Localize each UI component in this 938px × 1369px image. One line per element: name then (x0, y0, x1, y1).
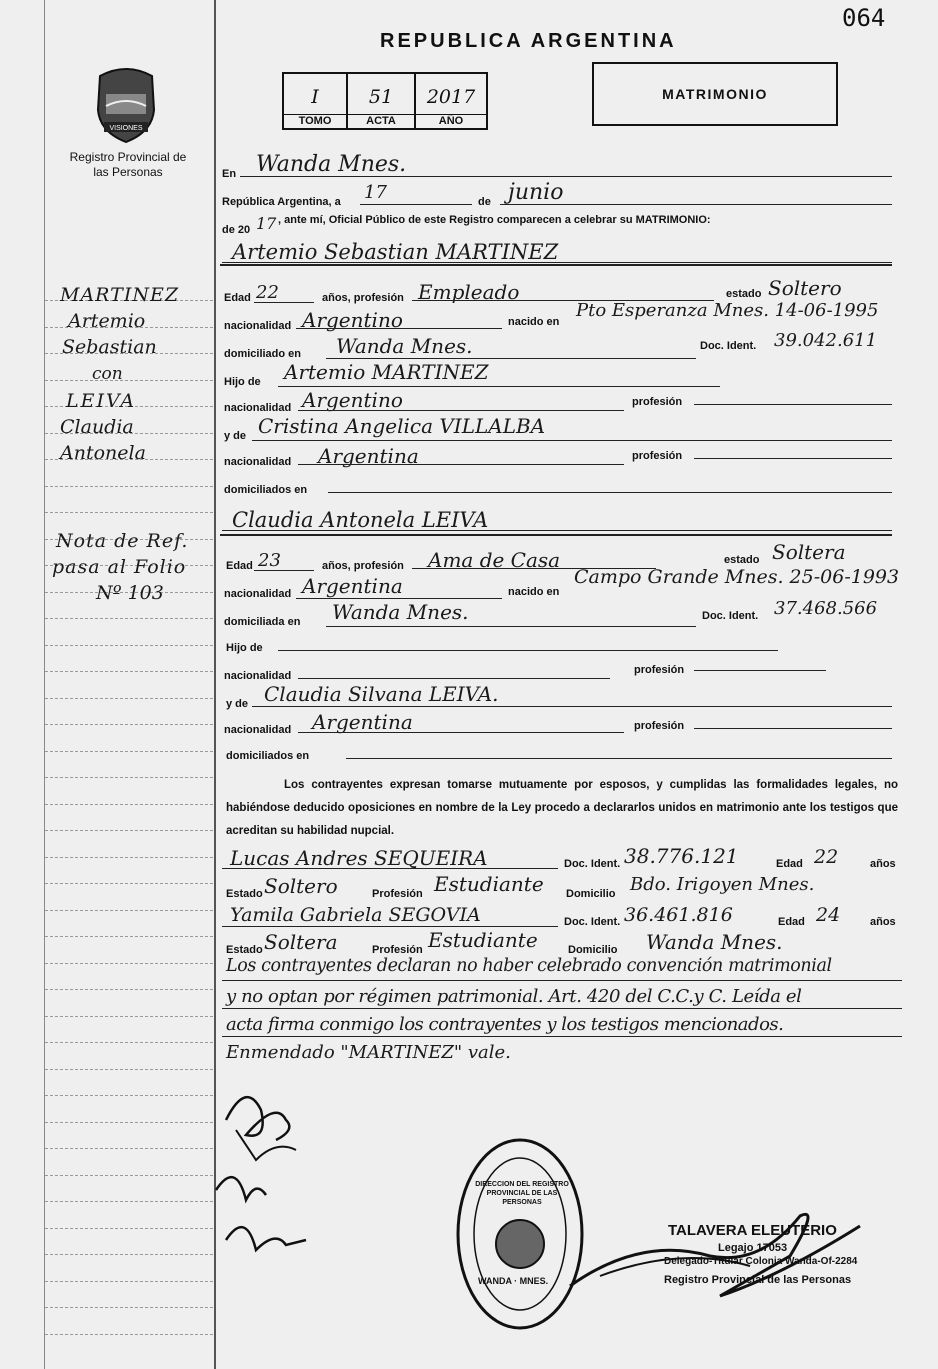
margin-groom-name1: Artemio (68, 310, 146, 332)
republic-label: República Argentina, a (222, 196, 341, 208)
anio-box (414, 72, 488, 130)
witness2-name: Yamila Gabriela SEGOVIA (230, 904, 481, 926)
groom-prof-label: años, profesión (322, 292, 404, 304)
margin-rule (45, 1281, 213, 1282)
groom-father-nac-line (298, 410, 624, 411)
bride-mother-prof-line (694, 728, 892, 729)
margin-rule (45, 883, 213, 884)
year-suffix: 17 (256, 214, 277, 233)
witness2-anos-label: años (870, 916, 896, 928)
officer-signature (560, 1196, 900, 1306)
registry-name: Registro Provincial de las Personas (69, 150, 187, 179)
margin-rule (45, 777, 213, 778)
seal-bottom: WANDA · MNES. (478, 1276, 549, 1286)
note-rule-1 (222, 980, 902, 981)
bride-edad-label: Edad (226, 560, 253, 572)
groom-estado-label: estado (726, 288, 762, 300)
margin-rule (45, 857, 213, 858)
witness1-anos-label: años (870, 858, 896, 870)
witness1-name: Lucas Andres SEQUEIRA (230, 846, 488, 870)
groom-nacido-label: nacido en (508, 316, 560, 328)
groom-doc-label: Doc. Ident. (700, 340, 757, 352)
margin-rule (45, 671, 213, 672)
bride-nac-label: nacionalidad (224, 588, 292, 600)
groom-parents-dom-line (328, 492, 892, 493)
witness2-doc: 36.461.816 (624, 904, 733, 926)
anio-label: AÑO (416, 114, 486, 128)
groom-full-name: Artemio Sebastian MARTINEZ (232, 240, 559, 264)
groom-father-nac: Argentino (302, 388, 403, 412)
note-rule-2 (222, 1008, 902, 1009)
country-title: REPUBLICA ARGENTINA (380, 30, 677, 52)
bride-nacionalidad: Argentina (302, 574, 403, 598)
folio-number: 064 (842, 4, 886, 32)
bride-mother-nac: Argentina (312, 710, 413, 734)
groom-mother: Cristina Angelica VILLALBA (258, 414, 546, 438)
note-line-4: Enmendado "MARTINEZ" vale. (226, 1042, 511, 1063)
bride-estado: Soltera (772, 540, 846, 564)
groom-mother-prof-label: profesión (632, 450, 683, 462)
margin-rule (45, 1228, 213, 1229)
tomo-label: TOMO (284, 114, 346, 128)
witness2-edad: 24 (816, 904, 841, 926)
margin-rule (45, 1201, 213, 1202)
groom-nacido: Pto Esperanza Mnes. 14-06-1995 (576, 300, 879, 321)
groom-doc: 39.042.611 (774, 330, 878, 351)
bride-doc: 37.468.566 (774, 598, 878, 619)
bride-estado-label: estado (724, 554, 760, 566)
bride-parents-dom-label: domiciliados en (226, 750, 310, 762)
groom-dom-label: domiciliado en (224, 348, 302, 360)
groom-hijo-label: Hijo de (224, 376, 261, 388)
margin-rule (45, 830, 213, 831)
tomo-value: I (311, 86, 319, 108)
margin-con: con (92, 364, 123, 384)
note-line-2: y no optan por régimen patrimonial. Art. 420 del C.C.y C. Leída el (226, 986, 802, 1007)
witness2-estado-label: Estado (226, 944, 263, 956)
witness1-estado: Soltero (264, 874, 338, 898)
act-type: MATRIMONIO (662, 86, 768, 102)
bride-mother-line (252, 706, 892, 707)
bride-mother-prof-label: profesión (634, 720, 685, 732)
bride-profesion: Ama de Casa (428, 548, 561, 572)
groom-name-line (222, 262, 892, 263)
witness2-edad-label: Edad (778, 916, 805, 928)
bride-father-prof-line (694, 670, 826, 671)
groom-yde-label: y de (224, 430, 247, 442)
margin-rule (45, 1254, 213, 1255)
margin-rule (45, 1148, 213, 1149)
margin-rule (45, 380, 213, 381)
note-line-1: Los contrayentes declaran no haber celebrado convención matrimonial (226, 956, 832, 976)
margin-rule (45, 1016, 213, 1017)
margin-rule (45, 698, 213, 699)
tomo-box (282, 72, 348, 130)
margin-rule (45, 645, 213, 646)
bride-nac-line (296, 598, 502, 599)
signatures (206, 1080, 326, 1280)
bride-father-nac-line (298, 678, 610, 679)
witness1-estado-label: Estado (226, 888, 263, 900)
day-line (360, 204, 472, 205)
margin-rule (45, 1307, 213, 1308)
month-value: junio (508, 180, 564, 205)
officer-name: TALAVERA ELEUTERIO (668, 1222, 837, 1239)
witness2-name-line (222, 926, 558, 927)
page-edge (44, 0, 45, 1369)
margin-rule (45, 936, 213, 937)
seal-text: DIRECCION DEL REGISTRO PROVINCIAL DE LAS PERSONAS (475, 1181, 569, 1206)
place-line (240, 176, 892, 177)
groom-father-nac-label: nacionalidad (224, 402, 292, 414)
officer-registry: Registro Provincial de las Personas (664, 1274, 852, 1286)
margin-bride-name2: Antonela (60, 442, 146, 464)
bride-hijo-label: Hijo de (226, 642, 263, 654)
witness1-domicilio: Bdo. Irigoyen Mnes. (630, 874, 815, 895)
bride-father-prof-label: profesión (634, 664, 685, 676)
witness2-doc-label: Doc. Ident. (564, 916, 621, 928)
declaration-text: Los contrayentes expresan tomarse mutuamente por esposos, y cumplidas las formalidades legales, no habiéndose deducido oposiciones en nombre de la Ley procedo a declararlos unidos en matrimonio ante los testigos que acreditan su habilidad nupcial. (226, 779, 898, 837)
groom-edad-label: Edad (224, 292, 251, 304)
bride-prof-label: años, profesión (322, 560, 404, 572)
bride-nacido: Campo Grande Mnes. 25-06-1993 (574, 566, 900, 588)
bride-dom-label: domiciliada en (224, 616, 301, 628)
groom-nac-label: nacionalidad (224, 320, 292, 332)
margin-groom-name2: Sebastian (62, 336, 157, 358)
groom-edad: 22 (256, 282, 279, 303)
logo-label: VISIONES (109, 125, 143, 132)
margin-rule (45, 910, 213, 911)
bride-parents-dom-line (346, 758, 892, 759)
bride-full-name: Claudia Antonela LEIVA (232, 508, 489, 532)
bride-father-line (278, 650, 778, 651)
bride-doc-label: Doc. Ident. (702, 610, 759, 622)
anio-value: 2017 (426, 86, 476, 108)
registry-logo (92, 66, 160, 146)
groom-nacionalidad: Argentino (302, 308, 403, 332)
margin-rule (45, 618, 213, 619)
witness1-edad: 22 (814, 846, 839, 868)
margin-note-3: Nº 103 (96, 582, 164, 604)
bride-edad: 23 (258, 550, 281, 571)
note-line-3: acta firma conmigo los contrayentes y los testigos mencionados. (226, 1014, 784, 1035)
margin-rule (45, 963, 213, 964)
divider-1 (220, 264, 892, 266)
day-value: 17 (364, 182, 387, 203)
margin-rule (45, 1175, 213, 1176)
month-line (500, 204, 892, 205)
bride-nacido-label: nacido en (508, 586, 560, 598)
groom-edad-line (254, 302, 314, 303)
intro-text: , ante mí, Oficial Público de este Registro comparecen a celebrar su MATRIMONIO: (278, 214, 711, 226)
note-rule-3 (222, 1036, 902, 1037)
groom-dom-line (326, 358, 696, 359)
witness2-profesion: Estudiante (428, 928, 538, 952)
groom-domicilio: Wanda Mnes. (336, 334, 473, 358)
margin-rule (45, 1334, 213, 1335)
margin-bride-name1: Claudia (60, 416, 134, 438)
witness1-dom-label: Domicilio (566, 888, 616, 900)
groom-estado: Soltero (768, 276, 842, 300)
witness2-domicilio: Wanda Mnes. (646, 930, 783, 954)
bride-mother-nac-label: nacionalidad (224, 724, 292, 736)
bride-mother-nac-line (298, 732, 624, 733)
margin-note-1: Nota de Ref. (56, 530, 189, 552)
acta-value: 51 (368, 86, 394, 108)
bride-name-line (222, 530, 892, 531)
place-value: Wanda Mnes. (256, 152, 407, 177)
margin-rule (45, 1122, 213, 1123)
bride-dom-line (326, 626, 696, 627)
bride-domicilio: Wanda Mnes. (332, 600, 469, 624)
groom-mother-nac-label: nacionalidad (224, 456, 292, 468)
acta-label: ACTA (348, 114, 414, 128)
groom-mother-prof-line (694, 458, 892, 459)
acta-box (346, 72, 416, 130)
en-label: En (222, 168, 237, 180)
act-type-box (592, 62, 838, 126)
witness1-doc: 38.776.121 (624, 844, 739, 868)
groom-father-prof-line (694, 404, 892, 405)
groom-mother-nac: Argentina (318, 444, 419, 468)
bride-edad-line (254, 570, 314, 571)
groom-father: Artemio MARTINEZ (284, 360, 489, 384)
officer-legajo: Legajo 17053 (718, 1242, 788, 1254)
bride-father-nac-label: nacionalidad (224, 670, 292, 682)
margin-rule (45, 989, 213, 990)
margin-rule (45, 804, 213, 805)
year-prefix: de 20 (222, 224, 251, 236)
witness1-edad-label: Edad (776, 858, 803, 870)
witness1-doc-label: Doc. Ident. (564, 858, 621, 870)
bride-yde-label: y de (226, 698, 249, 710)
de-label: de (478, 196, 491, 208)
margin-rule (45, 724, 213, 725)
groom-father-line (278, 386, 720, 387)
margin-rule (45, 486, 213, 487)
groom-profesion: Empleado (418, 280, 520, 304)
witness2-estado: Soltera (264, 930, 338, 954)
bride-mother: Claudia Silvana LEIVA. (264, 682, 499, 706)
margin-bride-surname: LEIVA (66, 390, 137, 412)
witness2-prof-label: Profesión (372, 944, 423, 956)
margin-rule (45, 1095, 213, 1096)
margin-note-2: pasa al Folio (52, 556, 187, 578)
witness1-profesion: Estudiante (434, 872, 544, 896)
witness2-dom-label: Domicilio (568, 944, 618, 956)
margin-rule (45, 1069, 213, 1070)
margin-rule (45, 1042, 213, 1043)
groom-mother-nac-line (298, 464, 624, 465)
margin-rule (45, 512, 213, 513)
officer-delegado: Delegado-Titular Colonia Wanda-Of-2284 (664, 1256, 858, 1267)
divider-2 (220, 534, 892, 536)
witness1-prof-label: Profesión (372, 888, 423, 900)
groom-nac-line (296, 328, 502, 329)
groom-father-prof-label: profesión (632, 396, 683, 408)
margin-groom-surname: MARTINEZ (60, 284, 180, 306)
groom-mother-line (252, 440, 892, 441)
groom-parents-dom-label: domiciliados en (224, 484, 308, 496)
witness1-name-line (222, 868, 558, 869)
margin-rule (45, 751, 213, 752)
